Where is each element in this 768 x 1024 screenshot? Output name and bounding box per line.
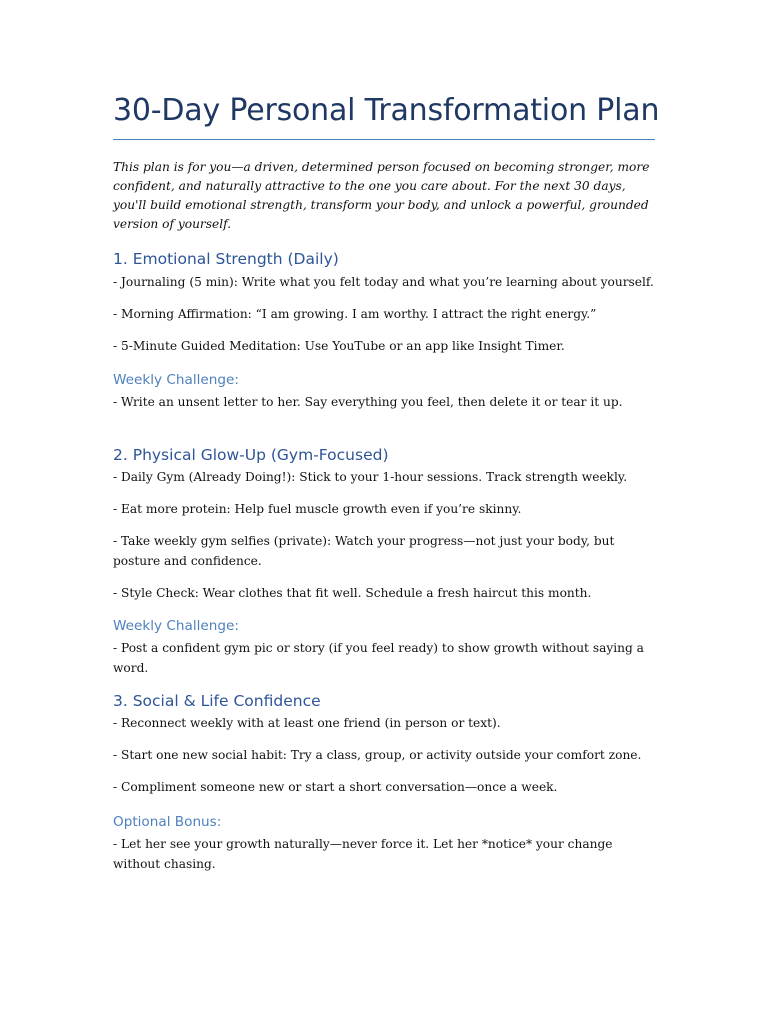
section-1-challenge-text: - Write an unsent letter to her. Say everything you feel, then delete it or tear it up. — [113, 395, 623, 409]
section-3-bonus-heading: Optional Bonus: — [113, 814, 222, 830]
section-1-item-2: - Morning Affirmation: “I am growing. I am worthy. I attract the right energy.” — [113, 307, 597, 321]
section-3-heading: 3. Social & Life Confidence — [113, 692, 321, 710]
section-1-item-1-block — [113, 272, 658, 292]
document-title: 30-Day Personal Transformation Plan — [113, 93, 660, 128]
section-2-challenge-text: - Post a confident gym pic or story (if you feel ready) to show growth without saying a word. — [113, 641, 644, 675]
section-2-heading: 2. Physical Glow-Up (Gym-Focused) — [113, 446, 389, 464]
section-1-challenge-text-block — [113, 392, 658, 412]
section-3-item-3-block — [113, 777, 658, 797]
section-1-challenge-heading: Weekly Challenge: — [113, 372, 239, 388]
section-3-bonus-text: - Let her see your growth naturally—never force it. Let her *notice* your change without chasing. — [113, 837, 613, 871]
section-2-challenge-text-block — [113, 638, 658, 678]
section-2-item-2: - Eat more protein: Help fuel muscle growth even if you’re skinny. — [113, 502, 522, 516]
section-1-challenge-heading-block — [113, 371, 658, 389]
section-3-bonus-text-block — [113, 834, 658, 874]
section-3-item-3: - Compliment someone new or start a short conversation—once a week. — [113, 780, 558, 794]
section-1-item-1: - Journaling (5 min): Write what you felt today and what you’re learning about yourself. — [113, 275, 654, 289]
title-underline — [113, 139, 655, 140]
section-1-heading: 1. Emotional Strength (Daily) — [113, 250, 339, 268]
section-2-item-3: - Take weekly gym selfies (private): Watch your progress—not just your body, but posture and confidence. — [113, 534, 615, 568]
section-1-item-3: - 5-Minute Guided Meditation: Use YouTube or an app like Insight Timer. — [113, 339, 565, 353]
section-1-item-3-block — [113, 336, 658, 356]
section-3-item-1-block — [113, 713, 658, 733]
section-3-item-2-block — [113, 745, 658, 765]
section-2-item-3-block — [113, 531, 658, 571]
section-2-item-1-block — [113, 467, 658, 487]
section-3-item-1: - Reconnect weekly with at least one friend (in person or text). — [113, 716, 501, 730]
section-1-item-2-block — [113, 304, 658, 324]
section-2-item-1: - Daily Gym (Already Doing!): Stick to your 1-hour sessions. Track strength weekly. — [113, 470, 628, 484]
section-2-challenge-heading-block — [113, 617, 658, 635]
section-2-challenge-heading: Weekly Challenge: — [113, 618, 239, 634]
section-2-item-4: - Style Check: Wear clothes that fit well. Schedule a fresh haircut this month. — [113, 586, 592, 600]
section-1-heading-block — [113, 249, 658, 269]
section-3-heading-block — [113, 691, 658, 711]
section-2-heading-block — [113, 445, 658, 465]
intro-paragraph: This plan is for you—a driven, determined person focused on becoming stronger, more confident, and naturally attractive to the one you care about. For the next 30 days, you'll build emotional strength, transform your body, and unlock a powerful, grounded version of yourself. — [113, 160, 650, 231]
section-2-item-4-block — [113, 583, 658, 603]
section-2-item-2-block — [113, 499, 658, 519]
section-3-bonus-heading-block — [113, 813, 658, 831]
section-3-item-2: - Start one new social habit: Try a class, group, or activity outside your comfort zone. — [113, 748, 642, 762]
